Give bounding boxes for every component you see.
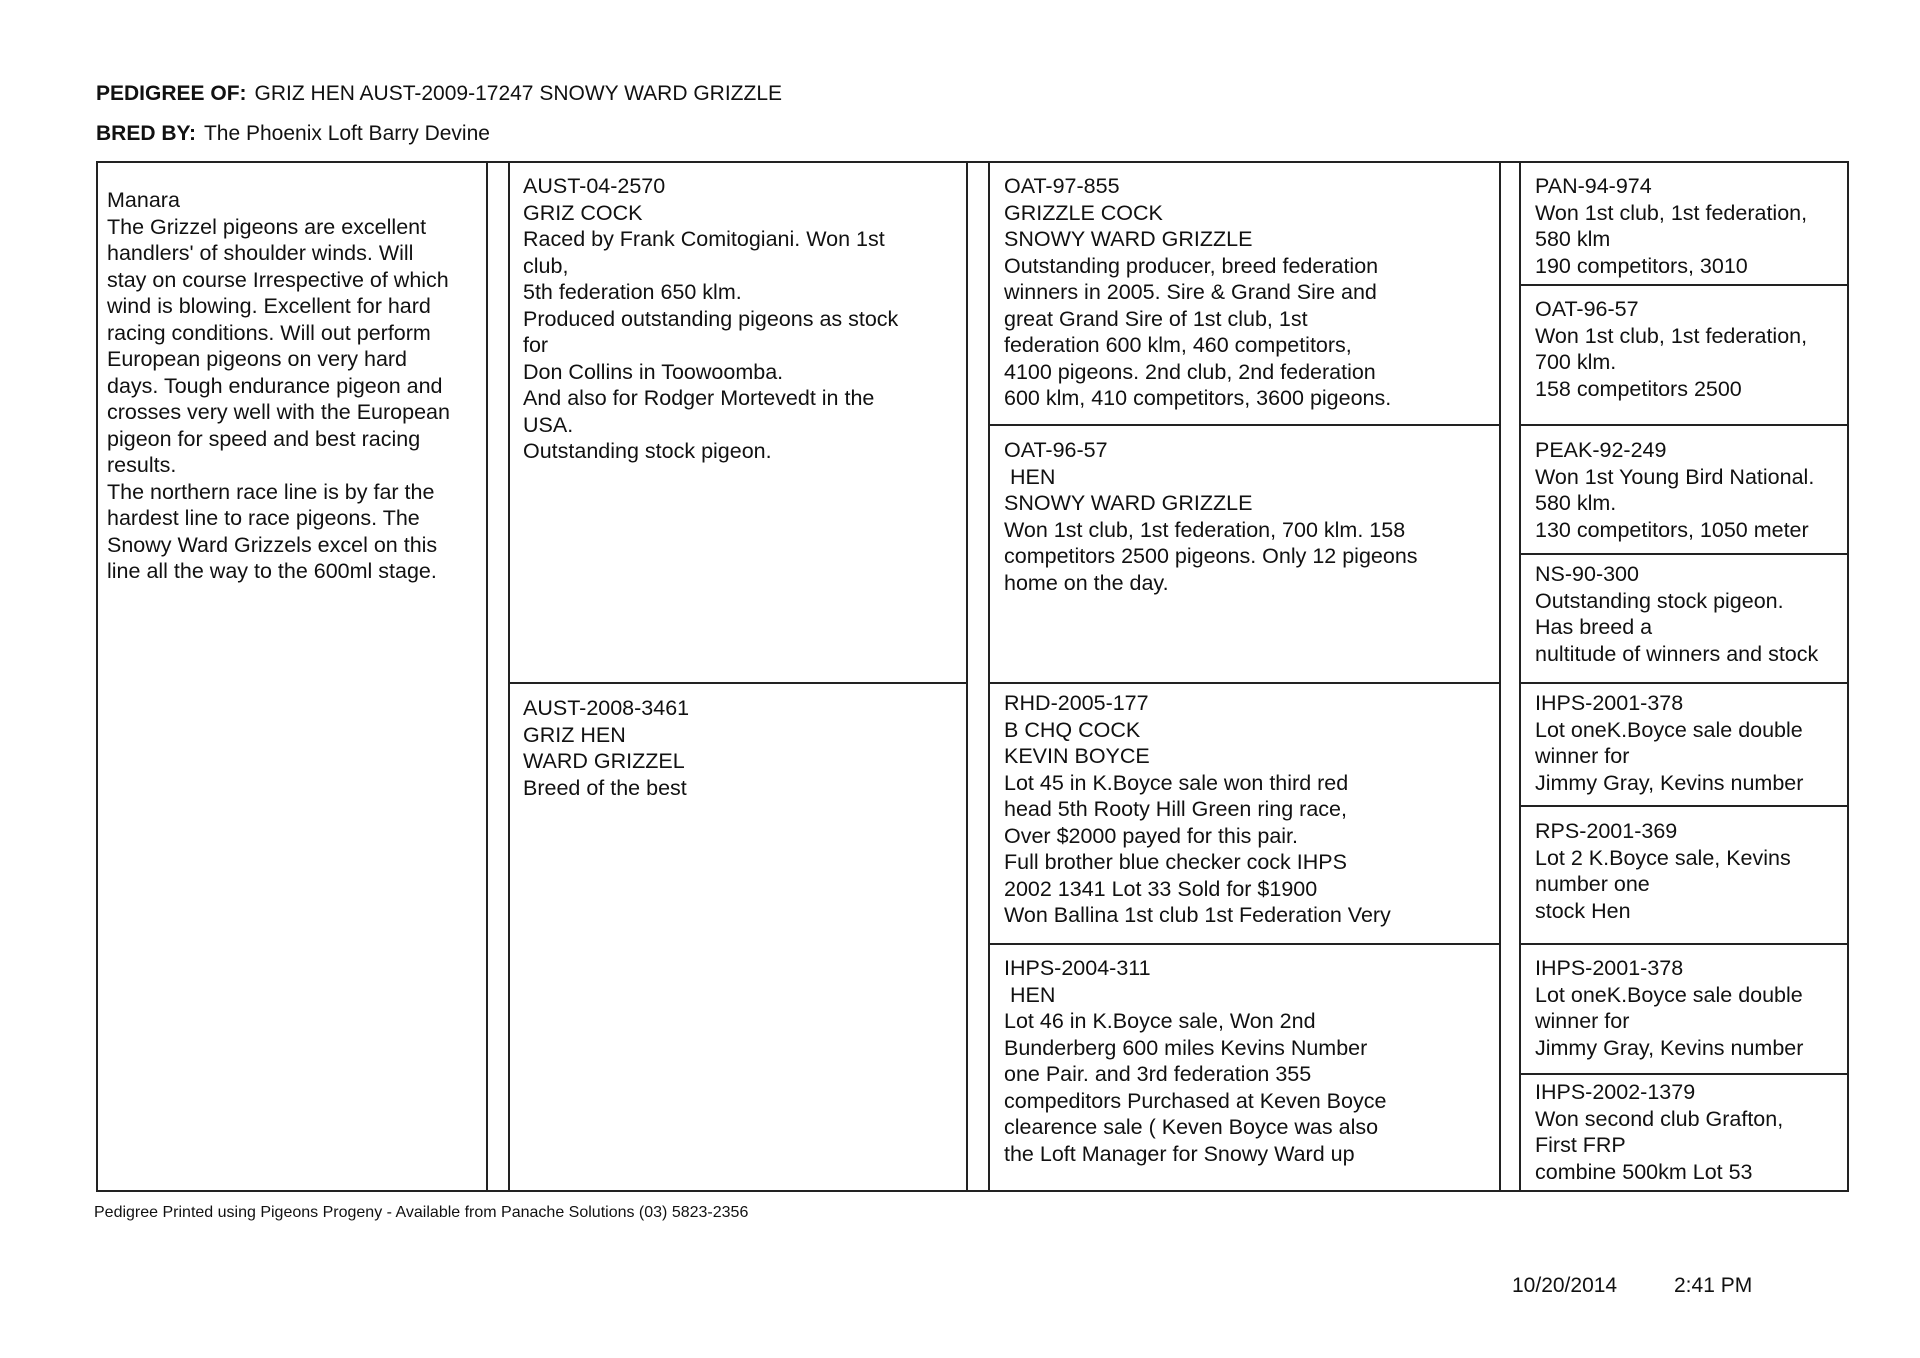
dam-line: AUST-2008-3461	[523, 696, 690, 720]
grandparent-cell	[1004, 173, 1494, 412]
grandparent-line: Won 1st club, 1st federation, 700 klm. 158	[1004, 517, 1406, 542]
great-grandparent-line: Has breed a	[1535, 615, 1653, 639]
notes-line: results.	[107, 453, 177, 477]
dam-cell	[523, 695, 963, 801]
grandparent-line: 600 klm, 410 competitors, 3600 pigeons.	[1004, 386, 1392, 410]
great-grandparent-line: Jimmy Gray, Kevins number	[1535, 770, 1804, 795]
great-grandparent-line: IHPS-2001-378	[1535, 691, 1684, 715]
sire-line: GRIZ COCK	[523, 200, 643, 225]
great-grandparent-line: Outstanding stock pigeon.	[1535, 588, 1784, 613]
great-grandparent-line: stock Hen	[1535, 898, 1631, 923]
sire-line: club,	[523, 253, 569, 278]
grandparent-line: competitors 2500 pigeons. Only 12 pigeons	[1004, 544, 1418, 568]
dam-line: GRIZ HEN	[523, 722, 626, 747]
dam-line: WARD GRIZZEL	[523, 749, 685, 773]
pedigree-of-value: GRIZ HEN AUST-2009-17247 SNOWY WARD GRIZZLE	[254, 82, 783, 105]
grandparent-line: 4100 pigeons. 2nd club, 2nd federation	[1004, 359, 1376, 384]
grandparent-line: RHD-2005-177	[1004, 691, 1149, 715]
grandparent-line: OAT-97-855	[1004, 174, 1120, 198]
notes-line: Snowy Ward Grizzels excel on this	[107, 532, 438, 557]
grid-line	[988, 943, 1501, 945]
bred-by-label: BRED BY:	[96, 122, 196, 145]
great-grandparent-line: nultitude of winners and stock	[1535, 641, 1819, 666]
print-time: 2:41 PM	[1674, 1274, 1753, 1297]
grid-line	[508, 161, 510, 1192]
notes-cell	[107, 187, 482, 585]
grandparent-line: SNOWY WARD GRIZZLE	[1004, 491, 1253, 515]
grid-line	[988, 682, 1501, 684]
notes-line: The northern race line is by far the	[107, 479, 435, 504]
great-grandparent-line: Won 1st club, 1st federation,	[1535, 200, 1808, 225]
grandparent-line: one Pair. and 3rd federation 355	[1004, 1062, 1312, 1086]
great-grandparent-line: IHPS-2001-378	[1535, 956, 1684, 980]
great-grandparent-line: number one	[1535, 872, 1650, 896]
great-grandparent-line: IHPS-2002-1379	[1535, 1080, 1696, 1104]
notes-line: days. Tough endurance pigeon and	[107, 373, 443, 398]
grandparent-line: federation 600 klm, 460 competitors,	[1004, 333, 1352, 357]
great-grandparent-cell	[1535, 1079, 1847, 1185]
dam-line: Breed of the best	[523, 775, 687, 800]
great-grandparent-line: winner for	[1535, 1009, 1630, 1033]
grandparent-cell	[1004, 955, 1494, 1167]
grandparent-line: 2002 1341 Lot 33 Sold for $1900	[1004, 876, 1318, 901]
sire-line: 5th federation 650 klm.	[523, 280, 742, 304]
grid-line	[96, 161, 1849, 163]
grandparent-line: SNOWY WARD GRIZZLE	[1004, 227, 1253, 251]
grid-line	[1499, 161, 1501, 1192]
grid-line	[1519, 682, 1849, 684]
notes-line: stay on course Irrespective of which	[107, 267, 449, 292]
pedigree-of-label: PEDIGREE OF:	[96, 82, 247, 105]
grandparent-line: the Loft Manager for Snowy Ward up	[1004, 1141, 1355, 1166]
grandparent-line: KEVIN BOYCE	[1004, 744, 1150, 768]
grandparent-cell	[1004, 690, 1494, 929]
grandparent-line: GRIZZLE COCK	[1004, 200, 1163, 225]
grid-line	[1519, 284, 1849, 286]
notes-line: Manara	[107, 188, 180, 212]
great-grandparent-line: winner for	[1535, 744, 1630, 768]
great-grandparent-cell	[1535, 955, 1847, 1061]
sire-line: Produced outstanding pigeons as stock	[523, 306, 899, 331]
notes-line: wind is blowing. Excellent for hard	[107, 294, 431, 318]
great-grandparent-line: Lot 2 K.Boyce sale, Kevins	[1535, 845, 1791, 870]
grid-line	[966, 161, 968, 1192]
grandparent-line: OAT-96-57	[1004, 438, 1108, 462]
great-grandparent-line: 580 klm.	[1535, 491, 1617, 515]
sire-line: for	[523, 333, 549, 357]
pedigree-of-row	[96, 82, 782, 106]
great-grandparent-cell	[1535, 173, 1847, 279]
grandparent-line: HEN	[1004, 982, 1056, 1007]
grid-line	[1519, 943, 1849, 945]
great-grandparent-line: Won 1st club, 1st federation,	[1535, 323, 1808, 348]
grandparent-line: B CHQ COCK	[1004, 717, 1141, 742]
notes-line: European pigeons on very hard	[107, 347, 408, 371]
grid-line	[1847, 161, 1849, 1192]
grandparent-line: Bunderberg 600 miles Kevins Number	[1004, 1035, 1368, 1060]
grandparent-line: Won Ballina 1st club 1st Federation Very	[1004, 903, 1391, 927]
sire-line: Don Collins in Toowoomba.	[523, 359, 784, 384]
grandparent-line: great Grand Sire of 1st club, 1st	[1004, 306, 1308, 331]
sire-line: Raced by Frank Comitogiani. Won 1st	[523, 227, 885, 251]
great-grandparent-line: Lot oneK.Boyce sale double	[1535, 982, 1803, 1007]
grandparent-line: clearence sale ( Keven Boyce was also	[1004, 1115, 1379, 1139]
grid-line	[988, 424, 1501, 426]
sire-line: Outstanding stock pigeon.	[523, 439, 772, 463]
grandparent-cell	[1004, 437, 1494, 596]
great-grandparent-line: Won 1st Young Bird National.	[1535, 464, 1815, 489]
great-grandparent-cell	[1535, 296, 1847, 402]
grid-line	[96, 1190, 1849, 1192]
grandparent-line: HEN	[1004, 464, 1056, 489]
notes-line: crosses very well with the European	[107, 400, 450, 424]
great-grandparent-cell	[1535, 818, 1847, 924]
grandparent-line: compeditors Purchased at Keven Boyce	[1004, 1088, 1387, 1113]
grid-line	[988, 161, 990, 1192]
great-grandparent-line: NS-90-300	[1535, 562, 1639, 586]
grid-line	[508, 682, 968, 684]
notes-line: The Grizzel pigeons are excellent	[107, 214, 427, 239]
great-grandparent-line: 130 competitors, 1050 meter	[1535, 517, 1809, 542]
great-grandparent-line: Jimmy Gray, Kevins number	[1535, 1035, 1804, 1060]
great-grandparent-line: PAN-94-974	[1535, 174, 1652, 198]
great-grandparent-line: 190 competitors, 3010	[1535, 253, 1748, 278]
great-grandparent-cell	[1535, 561, 1847, 667]
great-grandparent-line: PEAK-92-249	[1535, 438, 1667, 462]
footer-text: Pedigree Printed using Pigeons Progeny - Available from Panache Solutions (03) 5823-2356	[94, 1204, 749, 1221]
notes-line: racing conditions. Will out perform	[107, 320, 431, 345]
grandparent-line: Lot 45 in K.Boyce sale won third red	[1004, 770, 1349, 795]
bred-by-row	[96, 122, 490, 146]
great-grandparent-line: RPS-2001-369	[1535, 819, 1678, 843]
grandparent-line: Over $2000 payed for this pair.	[1004, 823, 1299, 848]
great-grandparent-line: 700 klm.	[1535, 350, 1617, 374]
grid-line	[1519, 161, 1521, 1192]
sire-line: USA.	[523, 412, 574, 437]
grid-line	[1519, 1073, 1849, 1075]
great-grandparent-line: First FRP	[1535, 1133, 1626, 1157]
grid-line	[1519, 424, 1849, 426]
sire-cell	[523, 173, 963, 465]
grandparent-line: winners in 2005. Sire & Grand Sire and	[1004, 280, 1377, 304]
notes-line: hardest line to race pigeons. The	[107, 506, 420, 530]
grandparent-line: Lot 46 in K.Boyce sale, Won 2nd	[1004, 1009, 1316, 1033]
print-date: 10/20/2014	[1512, 1274, 1618, 1297]
grandparent-line: head 5th Rooty Hill Green ring race,	[1004, 797, 1347, 821]
great-grandparent-line: 158 competitors 2500	[1535, 376, 1742, 401]
grid-line	[486, 161, 488, 1192]
grandparent-line: Outstanding producer, breed federation	[1004, 253, 1379, 278]
great-grandparent-line: OAT-96-57	[1535, 297, 1639, 321]
great-grandparent-line: 580 klm	[1535, 227, 1611, 251]
great-grandparent-line: combine 500km Lot 53	[1535, 1159, 1753, 1184]
grid-line	[1519, 805, 1849, 807]
grid-line	[1519, 553, 1849, 555]
grandparent-line: IHPS-2004-311	[1004, 956, 1151, 980]
notes-line: pigeon for speed and best racing	[107, 426, 421, 451]
great-grandparent-line: Lot oneK.Boyce sale double	[1535, 717, 1803, 742]
great-grandparent-cell	[1535, 690, 1847, 796]
bred-by-value: The Phoenix Loft Barry Devine	[203, 122, 490, 145]
grandparent-line: home on the day.	[1004, 570, 1169, 595]
notes-line: handlers' of shoulder winds. Will	[107, 241, 414, 265]
sire-line: And also for Rodger Mortevedt in the	[523, 386, 875, 410]
notes-line: line all the way to the 600ml stage.	[107, 559, 437, 583]
grandparent-line: Full brother blue checker cock IHPS	[1004, 850, 1347, 874]
great-grandparent-line: Won second club Grafton,	[1535, 1106, 1784, 1131]
great-grandparent-cell	[1535, 437, 1847, 543]
sire-line: AUST-04-2570	[523, 174, 666, 198]
grid-line	[96, 161, 98, 1192]
